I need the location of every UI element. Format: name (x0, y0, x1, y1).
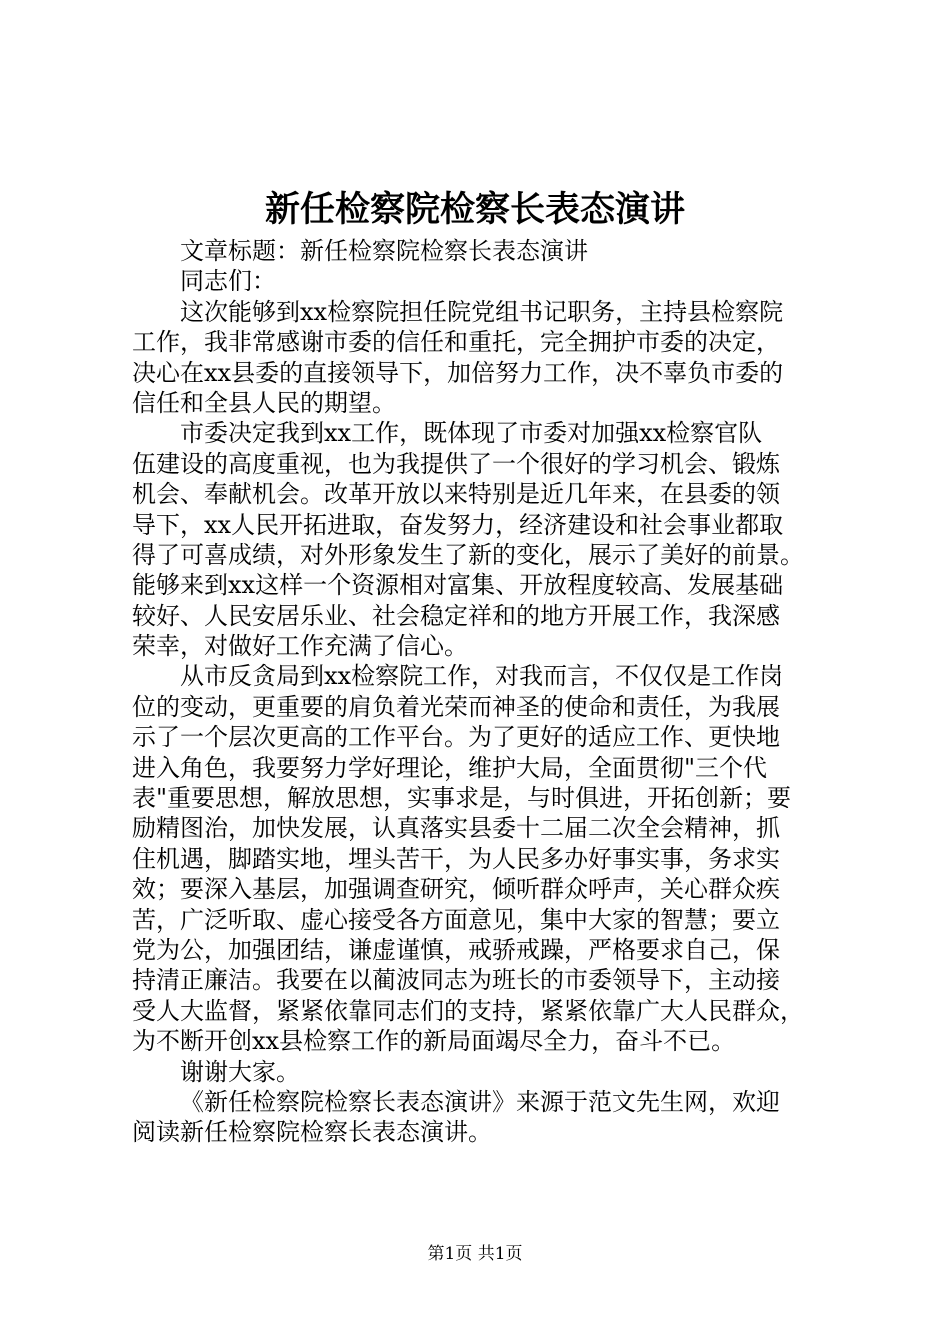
text-line: 持清正廉洁。我要在以蔺波同志为班长的市委领导下，主动接 (132, 966, 780, 995)
text-line: 文章标题：新任检察院检察长表态演讲 (180, 237, 588, 265)
text-line: 为不断开创xx县检察工作的新局面竭尽全力，奋斗不已。 (132, 1027, 736, 1056)
page-footer: 第1页 共1页 (427, 1244, 523, 1264)
text-line: 能够来到xx这样一个资源相对富集、开放程度较高、发展基础 (132, 571, 784, 600)
text-line: 荣幸，对做好工作充满了信心。 (132, 632, 468, 661)
text-line: 这次能够到xx检察院担任院党组书记职务，主持县检察院 (180, 297, 784, 326)
text-line: 从市反贪局到xx检察院工作，对我而言，不仅仅是工作岗 (180, 662, 784, 691)
text-line: 阅读新任检察院检察长表态演讲。 (132, 1118, 492, 1147)
text-line: 导下，xx人民开拓进取，奋发努力，经济建设和社会事业都取 (132, 510, 784, 539)
text-line: 决心在xx县委的直接领导下，加倍努力工作，决不辜负市委的 (132, 358, 784, 387)
document-title: 新任检察院检察长表态演讲 (264, 189, 685, 230)
text-line: 进入角色，我要努力学好理论，维护大局，全面贯彻"三个代 (132, 753, 768, 782)
text-line: 伍建设的高度重视，也为我提供了一个很好的学习机会、锻炼 (132, 449, 780, 478)
text-line: 较好、人民安居乐业、社会稳定祥和的地方开展工作，我深感 (132, 601, 780, 630)
text-line: 党为公，加强团结，谦虚谨慎，戒骄戒躁，严格要求自己，保 (132, 935, 780, 964)
text-line: 谢谢大家。 (180, 1057, 300, 1086)
text-line: 受人大监督，紧紧依靠同志们的支持，紧紧依靠广大人民群众， (132, 996, 804, 1025)
text-line: 示了一个层次更高的工作平台。为了更好的适应工作、更快地 (132, 723, 780, 752)
text-line: 励精图治，加快发展，认真落实县委十二届二次全会精神，抓 (132, 814, 780, 843)
text-line: 住机遇，脚踏实地，埋头苦干，为人民多办好事实事，务求实 (132, 844, 780, 873)
text-line: 市委决定我到xx工作，既体现了市委对加强xx检察官队 (180, 419, 763, 448)
text-line: 工作，我非常感谢市委的信任和重托，完全拥护市委的决定， (132, 328, 780, 357)
text-line: 苦，广泛听取、虚心接受各方面意见，集中大家的智慧；要立 (132, 905, 780, 934)
text-line: 信任和全县人民的期望。 (132, 388, 396, 417)
text-line: 效；要深入基层，加强调查研究，倾听群众呼声，关心群众疾 (132, 875, 780, 904)
text-line: 得了可喜成绩，对外形象发生了新的变化，展示了美好的前景。 (132, 540, 804, 569)
text-line: 同志们： (180, 267, 276, 296)
text-line: 机会、奉献机会。改革开放以来特别是近几年来，在县委的领 (132, 480, 780, 509)
document-body (132, 236, 832, 1148)
text-line: 位的变动，更重要的肩负着光荣而神圣的使命和责任，为我展 (132, 692, 780, 721)
text-line: 表"重要思想，解放思想，实事求是，与时俱进，开拓创新；要 (132, 784, 792, 813)
text-line: 《新任检察院检察长表态演讲》来源于范文先生网，欢迎 (180, 1087, 780, 1116)
